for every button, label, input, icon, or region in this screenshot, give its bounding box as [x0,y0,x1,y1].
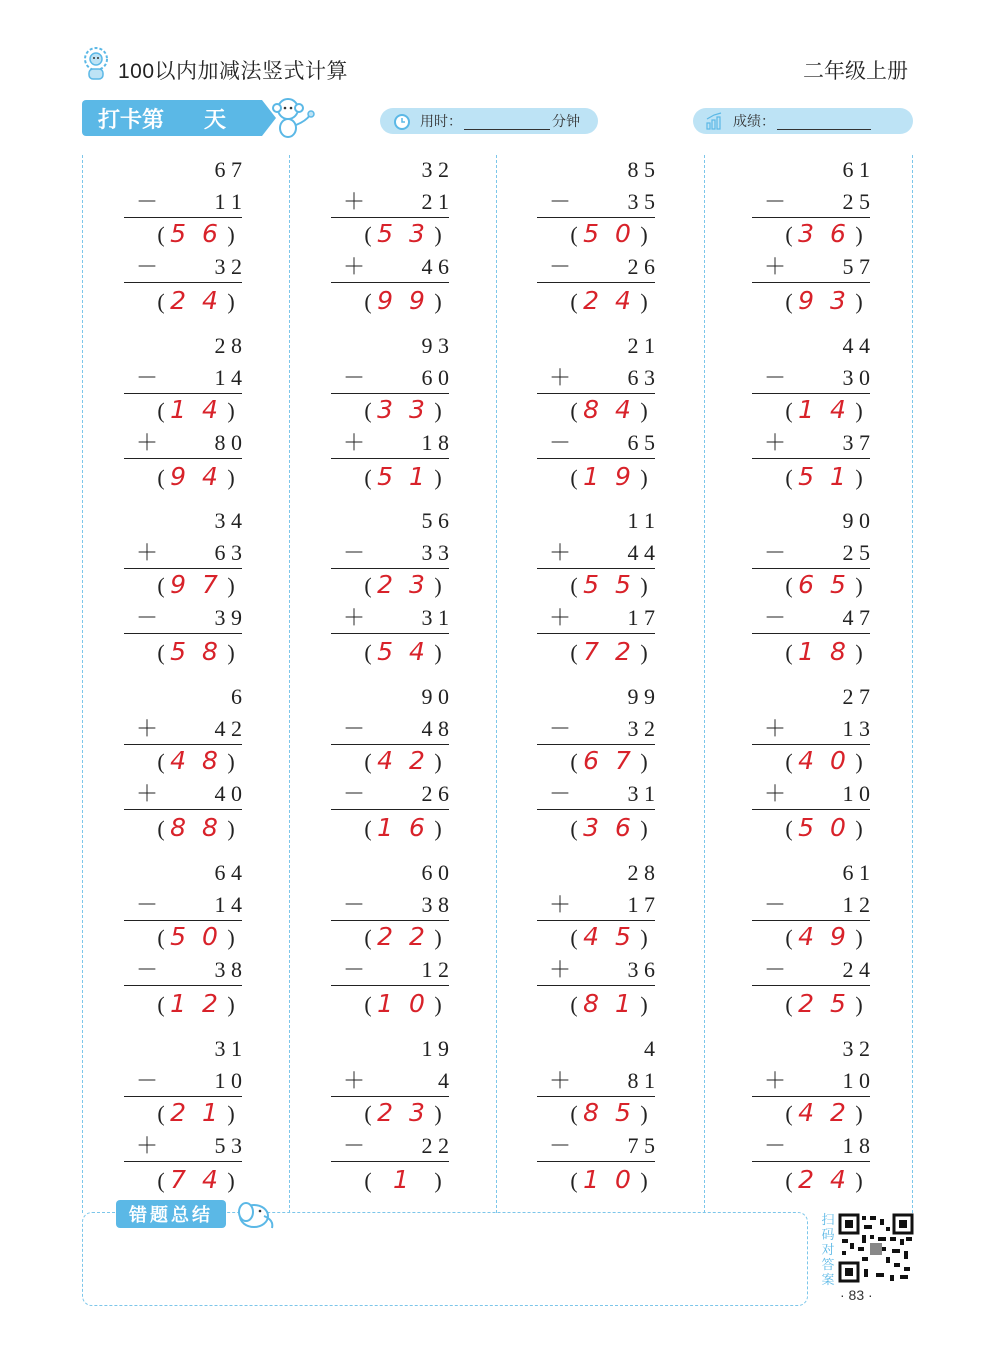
vertical-calculation [752,682,902,842]
final-answer[interactable]: ( 9 9 ) [359,284,447,318]
operator: － [136,189,159,214]
final-answer-value: 2 4 [170,286,222,315]
operator: ＋ [343,430,366,455]
first-operand: 3 4 [214,508,242,533]
third-operand: 3 7 [842,430,870,455]
sum-line [331,1161,449,1162]
sum-line [752,985,870,986]
operator: ＋ [343,254,366,279]
operator: － [549,430,572,455]
vertical-calculation [537,682,687,842]
operator: ＋ [136,781,159,806]
operator: － [764,365,787,390]
final-answer[interactable]: ( 5 8 ) [152,635,240,669]
final-answer-value: 9 3 [798,286,850,315]
alarm-clock-icon [392,112,412,130]
second-operand: 4 8 [421,716,449,741]
first-operand: 6 7 [214,157,242,182]
monkey-mascot-icon [262,95,316,141]
third-operand: 6 5 [627,430,655,455]
final-answer-value: 7 4 [170,1165,222,1194]
third-operand: 4 7 [842,605,870,630]
vertical-calculation [124,858,274,1018]
operator: － [136,365,159,390]
operator: － [549,189,572,214]
final-answer-value: 8 1 [583,989,635,1018]
first-operand: 8 5 [627,157,655,182]
second-operand: 4 4 [627,540,655,565]
operator: － [136,1068,159,1093]
final-answer-value: 8 8 [170,813,222,842]
qr-code-icon[interactable] [838,1213,914,1283]
vertical-calculation [331,1034,481,1194]
intermediate-answer[interactable]: ( 2 3 ) [359,568,447,602]
intermediate-answer-value: 5 6 [170,219,222,248]
operator: ＋ [136,540,159,565]
final-answer[interactable]: ( 5 1 ) [359,460,447,494]
second-operand: 3 0 [842,365,870,390]
operator: ＋ [549,892,572,917]
final-answer[interactable]: ( 1 6 ) [359,811,447,845]
third-operand: 1 2 [421,957,449,982]
third-operand: 1 8 [842,1133,870,1158]
operator: － [764,605,787,630]
score-label: 成绩： [733,113,775,129]
intermediate-answer-value: 5 0 [583,219,635,248]
intermediate-answer[interactable]: ( 2 3 ) [359,1096,447,1130]
second-operand: 2 5 [842,189,870,214]
operator: ＋ [764,1068,787,1093]
first-operand: 9 9 [627,684,655,709]
operator: ＋ [136,716,159,741]
intermediate-answer[interactable]: ( 4 2 ) [359,744,447,778]
second-operand: 1 7 [627,892,655,917]
intermediate-answer-value: 4 8 [170,746,222,775]
intermediate-answer-value: 8 5 [583,1098,635,1127]
score-field[interactable] [693,108,913,134]
operator: ＋ [549,540,572,565]
vertical-calculation [752,506,902,666]
vertical-calculation [752,1034,902,1194]
first-operand: 1 1 [627,508,655,533]
intermediate-answer[interactable]: ( 5 0 ) [565,217,653,251]
intermediate-answer-value: 6 7 [583,746,635,775]
intermediate-answer-value: 5 0 [170,922,222,951]
intermediate-answer[interactable]: ( 4 2 ) [780,1096,868,1130]
final-answer[interactable]: ( 8 1 ) [565,987,653,1021]
operator: － [764,892,787,917]
grade-label: 二年级上册 [803,60,908,83]
intermediate-answer[interactable]: ( 5 5 ) [565,568,653,602]
intermediate-answer-value: 5 5 [583,570,635,599]
operator: － [343,716,366,741]
time-blank[interactable] [464,113,550,130]
third-operand: 1 8 [421,430,449,455]
time-field[interactable] [380,108,598,134]
third-operand: 1 0 [842,781,870,806]
first-operand: 9 3 [421,333,449,358]
operator: － [136,892,159,917]
operator: ＋ [764,430,787,455]
vertical-calculation [124,682,274,842]
third-operand: 5 3 [214,1133,242,1158]
intermediate-answer-value: 9 7 [170,570,222,599]
third-operand: 2 4 [842,957,870,982]
third-operand: 2 2 [421,1133,449,1158]
first-operand: 6 1 [842,157,870,182]
sum-line [331,458,449,459]
first-operand: 2 7 [842,684,870,709]
final-answer-value: 5 0 [798,813,850,842]
third-operand: 3 6 [627,957,655,982]
second-operand: 3 8 [421,892,449,917]
vertical-calculation [124,331,274,491]
final-answer[interactable]: ( 9 4 ) [152,460,240,494]
first-operand: 1 9 [421,1036,449,1061]
operator: ＋ [136,1133,159,1158]
operator: － [343,892,366,917]
column-divider [289,155,290,1213]
sum-line [124,282,242,283]
final-answer-value: 7 2 [583,637,635,666]
second-operand: 1 4 [214,365,242,390]
final-answer[interactable]: ( 5 0 ) [780,811,868,845]
score-blank[interactable] [777,113,871,130]
final-answer[interactable]: ( 1 8 ) [780,635,868,669]
third-operand: 8 0 [214,430,242,455]
intermediate-answer[interactable]: ( 2 1 ) [152,1096,240,1130]
final-answer[interactable]: ( 2 5 ) [780,987,868,1021]
final-answer-value: 2 5 [798,989,850,1018]
first-operand: 5 6 [421,508,449,533]
column-divider [496,155,497,1213]
intermediate-answer[interactable]: ( 1 4 ) [780,393,868,427]
lion-mascot-icon [82,47,110,81]
intermediate-answer-value: 3 6 [798,219,850,248]
sum-line [752,1161,870,1162]
intermediate-answer[interactable]: ( 5 3 ) [359,217,447,251]
first-operand: 9 0 [421,684,449,709]
second-operand: 3 5 [627,189,655,214]
vertical-calculation [331,858,481,1018]
intermediate-answer-value: 2 3 [377,1098,429,1127]
operator: － [136,957,159,982]
sum-line [752,282,870,283]
intermediate-answer[interactable]: ( 4 0 ) [780,744,868,778]
intermediate-answer-value: 1 4 [170,395,222,424]
first-operand: 6 1 [842,860,870,885]
final-answer-value: 1 9 [583,462,635,491]
vertical-calculation [331,331,481,491]
intermediate-answer[interactable]: ( 2 2 ) [359,920,447,954]
third-operand: 3 1 [627,781,655,806]
book-title: 100以内加减法竖式计算 [118,60,349,83]
final-answer-value: 2 4 [798,1165,850,1194]
intermediate-answer-value: 2 2 [377,922,429,951]
first-operand: 3 2 [421,157,449,182]
vertical-calculation [752,858,902,1018]
second-operand: 6 3 [214,540,242,565]
first-operand: 6 4 [214,860,242,885]
sum-line [331,809,449,810]
sum-line [124,633,242,634]
intermediate-answer[interactable]: ( 8 4 ) [565,393,653,427]
third-operand: 7 5 [627,1133,655,1158]
operator: ＋ [549,605,572,630]
final-answer[interactable]: ( 1 9 ) [565,460,653,494]
sum-line [124,809,242,810]
intermediate-answer[interactable]: ( 5 0 ) [152,920,240,954]
final-answer-value: 1 [393,1165,413,1194]
time-unit: 分钟 [552,113,580,129]
second-operand: 2 1 [421,189,449,214]
final-answer-value: 3 6 [583,813,635,842]
final-answer-value: 9 4 [170,462,222,491]
intermediate-answer-value: 4 2 [377,746,429,775]
intermediate-answer[interactable]: ( 1 4 ) [152,393,240,427]
final-answer[interactable]: ( 2 4 ) [565,284,653,318]
operator: － [764,540,787,565]
intermediate-answer[interactable]: ( 3 3 ) [359,393,447,427]
final-answer-value: 5 1 [377,462,429,491]
vertical-calculation [537,1034,687,1194]
sum-line [124,458,242,459]
operator: － [549,254,572,279]
operator: － [343,781,366,806]
second-operand: 1 4 [214,892,242,917]
sum-line [752,633,870,634]
checkin-banner [82,100,262,136]
checkin-label-right: 天 [204,106,227,132]
final-answer[interactable]: ( 7 4 ) [152,1163,240,1197]
second-operand: 4 2 [214,716,242,741]
third-operand: 3 8 [214,957,242,982]
operator: ＋ [343,605,366,630]
operator: － [764,1133,787,1158]
checkin-label-left: 打卡第 [98,106,165,132]
column-divider [704,155,705,1213]
third-operand: 3 2 [214,254,242,279]
final-answer-value: 1 0 [583,1165,635,1194]
final-answer[interactable]: ( 1 0 ) [359,987,447,1021]
final-answer-value: 5 8 [170,637,222,666]
intermediate-answer[interactable]: ( 3 6 ) [780,217,868,251]
operator: － [764,957,787,982]
vertical-calculation [537,506,687,666]
operator: ＋ [549,365,572,390]
third-operand: 2 6 [627,254,655,279]
sum-line [331,985,449,986]
first-operand: 2 8 [627,860,655,885]
intermediate-answer-value: 4 2 [798,1098,850,1127]
final-answer[interactable]: ( 5 1 ) [780,460,868,494]
intermediate-answer-value: 2 1 [170,1098,222,1127]
final-answer[interactable]: ( 2 4 ) [780,1163,868,1197]
intermediate-answer[interactable]: ( 4 9 ) [780,920,868,954]
sum-line [752,809,870,810]
intermediate-answer[interactable]: ( 4 5 ) [565,920,653,954]
second-operand: 1 2 [842,892,870,917]
operator: － [343,1133,366,1158]
intermediate-answer-value: 1 4 [798,395,850,424]
final-answer-value: 1 8 [798,637,850,666]
operator: － [136,254,159,279]
intermediate-answer[interactable]: ( 4 8 ) [152,744,240,778]
second-operand: 1 0 [214,1068,242,1093]
intermediate-answer-value: 5 3 [377,219,429,248]
vertical-calculation [537,331,687,491]
vertical-calculation [331,682,481,842]
first-operand: 6 0 [421,860,449,885]
intermediate-answer[interactable]: ( 6 7 ) [565,744,653,778]
second-operand: 1 3 [842,716,870,741]
second-operand: 4 [438,1068,449,1093]
operator: － [549,716,572,741]
third-operand: 3 9 [214,605,242,630]
final-answer[interactable]: ( 7 2 ) [565,635,653,669]
intermediate-answer-value: 3 3 [377,395,429,424]
operator: ＋ [343,1068,366,1093]
third-operand: 2 6 [421,781,449,806]
operator: ＋ [549,957,572,982]
sum-line [124,985,242,986]
final-answer-value: 5 4 [377,637,429,666]
vertical-calculation [537,858,687,1018]
third-operand: 4 6 [421,254,449,279]
operator: － [343,365,366,390]
vertical-calculation [124,506,274,666]
intermediate-answer[interactable]: ( 9 7 ) [152,568,240,602]
second-operand: 3 2 [627,716,655,741]
vertical-calculation [331,155,481,315]
first-operand: 9 0 [842,508,870,533]
operator: ＋ [764,781,787,806]
operator: － [764,189,787,214]
operator: － [549,1133,572,1158]
final-answer-value: 1 0 [377,989,429,1018]
second-operand: 1 1 [214,189,242,214]
sum-line [537,1161,655,1162]
first-operand: 2 8 [214,333,242,358]
operator: － [549,781,572,806]
first-operand: 4 4 [842,333,870,358]
intermediate-answer-value: 2 3 [377,570,429,599]
intermediate-answer-value: 4 9 [798,922,850,951]
page-number: · 83 · [840,1287,873,1303]
sum-line [124,1161,242,1162]
time-label: 用时： [420,113,462,129]
first-operand: 3 1 [214,1036,242,1061]
first-operand: 3 2 [842,1036,870,1061]
final-answer[interactable]: ( 1 2 ) [152,987,240,1021]
third-operand: 1 7 [627,605,655,630]
final-answer-value: 5 1 [798,462,850,491]
column-divider [912,155,913,1213]
vertical-calculation [124,1034,274,1194]
sum-line [537,458,655,459]
intermediate-answer-value: 4 5 [583,922,635,951]
third-operand: 4 0 [214,781,242,806]
second-operand: 2 5 [842,540,870,565]
final-answer-value: 1 2 [170,989,222,1018]
final-answer[interactable]: ( 1 0 ) [565,1163,653,1197]
operator: ＋ [549,1068,572,1093]
operator: － [343,540,366,565]
sum-line [537,282,655,283]
intermediate-answer[interactable]: ( 5 6 ) [152,217,240,251]
first-operand: 6 [231,684,242,709]
second-operand: 1 0 [842,1068,870,1093]
first-operand: 4 [644,1036,655,1061]
second-operand: 6 3 [627,365,655,390]
vertical-calculation [331,506,481,666]
second-operand: 8 1 [627,1068,655,1093]
final-answer[interactable]: ( 5 4 ) [359,635,447,669]
third-operand: 5 7 [842,254,870,279]
intermediate-answer-value: 4 0 [798,746,850,775]
operator: － [136,605,159,630]
second-operand: 6 0 [421,365,449,390]
sum-line [752,458,870,459]
first-operand: 2 1 [627,333,655,358]
intermediate-answer[interactable]: ( 8 5 ) [565,1096,653,1130]
intermediate-answer-value: 6 5 [798,570,850,599]
vertical-calculation [124,155,274,315]
vertical-calculation [752,155,902,315]
column-divider [82,155,83,1213]
sum-line [537,809,655,810]
final-answer[interactable]: ( 1 ) [359,1163,447,1197]
intermediate-answer-value: 8 4 [583,395,635,424]
intermediate-answer[interactable]: ( 6 5 ) [780,568,868,602]
final-answer-value: 1 6 [377,813,429,842]
sum-line [537,985,655,986]
final-answer[interactable]: ( 3 6 ) [565,811,653,845]
operator: ＋ [343,189,366,214]
third-operand: 3 1 [421,605,449,630]
mistake-summary-label: 错题总结 [116,1200,226,1228]
vertical-calculation [537,155,687,315]
operator: ＋ [764,716,787,741]
final-answer[interactable]: ( 8 8 ) [152,811,240,845]
final-answer-value: 9 9 [377,286,429,315]
second-operand: 3 3 [421,540,449,565]
operator: ＋ [764,254,787,279]
final-answer[interactable]: ( 9 3 ) [780,284,868,318]
sum-line [331,633,449,634]
operator: ＋ [136,430,159,455]
operator: － [343,957,366,982]
final-answer[interactable]: ( 2 4 ) [152,284,240,318]
bar-chart-icon [705,112,725,130]
scan-for-answers-label: 扫码对答案 [821,1212,835,1287]
sum-line [331,282,449,283]
sum-line [537,633,655,634]
final-answer-value: 2 4 [583,286,635,315]
elephant-mascot-icon [230,1196,280,1232]
vertical-calculation [752,331,902,491]
